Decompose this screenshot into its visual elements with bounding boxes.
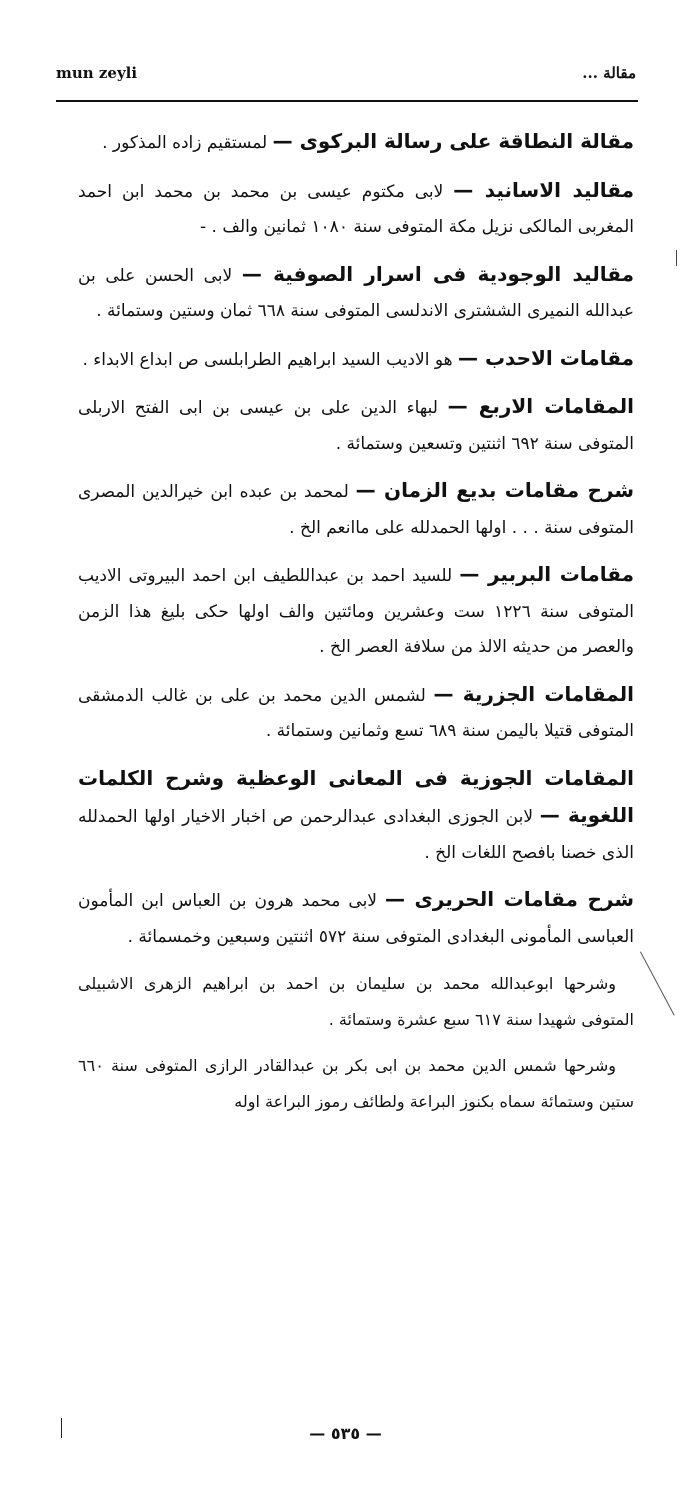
entry-text: لابى محمد هرون بن العباس ابن المأمون العباسى المأمونى البغدادى المتوفى سنة ٥٧٢ اثنتين وسبعين وخمسمائة . [78, 891, 634, 947]
entry-title: مقاليد الوجودية فى اسرار الصوفية — [241, 261, 634, 286]
entry-text: لمستقيم زاده المذكور . [102, 133, 273, 153]
scan-mark [640, 952, 675, 1016]
entry-title: مقامات البربير — [459, 562, 634, 586]
entry-text: لابن الجوزى البغدادى عبدالرحمن ص اخبار الاخيار اولها الحمدلله الذى خصنا بافصح اللغات الخ . [78, 807, 634, 863]
header-divider [56, 100, 638, 102]
entry [78, 341, 634, 379]
entry-text: للسيد احمد بن عبداللطيف ابن احمد البيروتى الاديب المتوفى سنة ١٢٢٦ ست وعشرين ومائتين والف اولها حكى بليغ هذا الزمن والعصر من حديثه الالذ من سلافة العصر الخ . [78, 566, 634, 657]
scan-mark [676, 250, 677, 266]
entry [78, 473, 634, 546]
page-number: — ٥٣٥ — [309, 1424, 382, 1443]
entry-text: لبهاء الدين على بن عيسى بن ابى الفتح الاربلى المتوفى سنة ٦٩٢ اثنتين وتسعين وستمائة . [78, 398, 634, 454]
entry-text: لابى الحسن على بن عبدالله النميرى الششترى الاندلسى المتوفى سنة ٦٦٨ ثمان وستين وستمائة . [78, 265, 634, 321]
commentary-entry: وشرحها ابوعبدالله محمد بن سليمان بن احمد بن ابراهيم الزهرى الاشبيلى المتوفى شهيدا سنة ٦١٧ سبع عشرة وستمائة . [78, 974, 634, 1029]
page-body [78, 124, 634, 1130]
entry-title: مقامات الاحدب — [457, 345, 634, 370]
entry-text: لشمس الدين محمد بن على بن غالب الدمشقى المتوفى قتيلا باليمن سنة ٦٨٩ تسع وثمانين وستمائة . [78, 685, 634, 741]
entry-title: شرح مقامات الحريرى — [385, 887, 634, 911]
entry [78, 557, 634, 666]
entry-title: شرح مقامات بديع الزمان — [355, 478, 634, 502]
entry-text: لابى مكتوم عيسى بن محمد بن محمد ابن احمد المغربى المالكى نزيل مكة المتوفى سنة ١٠٨٠ ثمانين والف . - [78, 181, 634, 237]
entry [78, 173, 634, 246]
entry-title: المقامات الجزرية — [433, 681, 634, 706]
entry-title: المقامات الجوزية فى المعانى الوعظية وشرح الكلمات اللغوية — [78, 765, 634, 827]
entry [78, 677, 634, 750]
entry [78, 761, 634, 872]
entry-title: المقامات الاربع — [447, 394, 634, 418]
entry-text: هو الاديب السيد ابراهيم الطرابلسى ص ابداع الابداء . [82, 349, 458, 370]
commentary-entry: وشرحها شمس الدين محمد بن ابى بكر بن عبدالقادر الرازى المتوفى سنة ٦٦٠ ستين وستمائة سماه بكنوز البراعة ولطائف رموز البراعة اوله [78, 1056, 634, 1111]
entry-title: مقاليد الاسانيد — [453, 177, 635, 202]
entry-text: لمحمد بن عبده ابن خيرالدين المصرى المتوفى سنة . . . اولها الحمدلله على ماانعم الخ . [78, 482, 634, 538]
entry [78, 124, 634, 162]
entry [78, 257, 634, 330]
entry-title: مقالة النطاقة على رسالة البركوى — [272, 129, 634, 153]
entry [78, 389, 634, 462]
entry [78, 882, 634, 955]
running-head-right: مقالة ... [582, 64, 636, 82]
page-header [56, 64, 636, 92]
running-head-left: mun zeyli [56, 64, 138, 82]
